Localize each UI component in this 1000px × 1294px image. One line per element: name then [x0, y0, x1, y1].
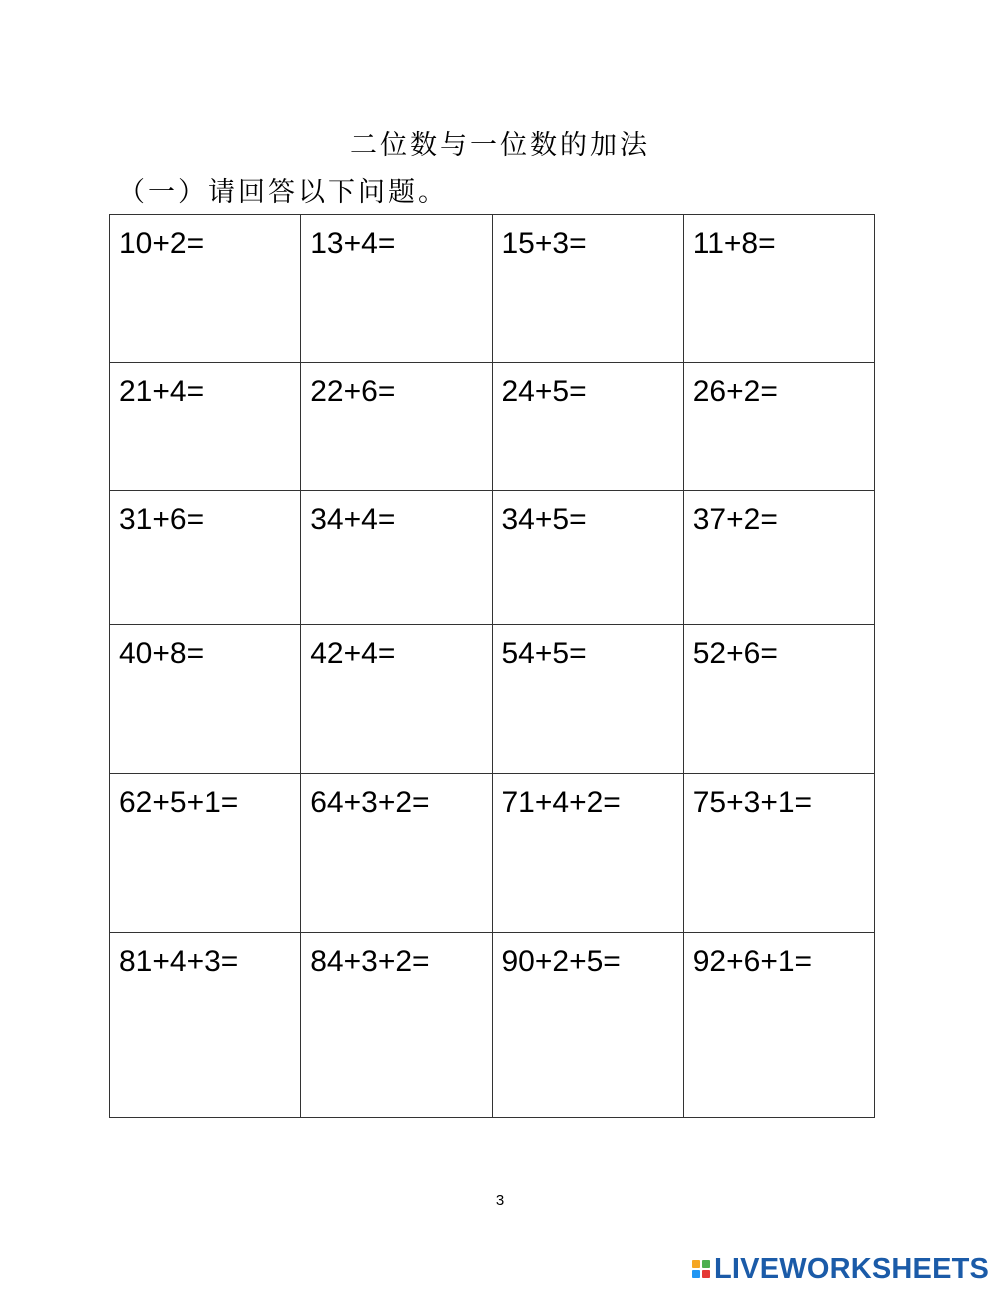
problem-cell[interactable]: 84+3+2=	[301, 933, 492, 1118]
section-heading: （一）请回答以下问题。	[118, 177, 448, 208]
problem-cell[interactable]: 11+8=	[683, 215, 874, 363]
table-row	[110, 491, 875, 625]
problem-cell[interactable]: 75+3+1=	[683, 774, 874, 933]
problems-table	[109, 214, 875, 1118]
problem-cell[interactable]: 62+5+1=	[110, 774, 301, 933]
problem-cell[interactable]: 13+4=	[301, 215, 492, 363]
table-row	[110, 215, 875, 363]
table-row	[110, 933, 875, 1118]
problem-cell[interactable]: 81+4+3=	[110, 933, 301, 1118]
problem-cell[interactable]: 42+4=	[301, 625, 492, 774]
problem-cell[interactable]: 71+4+2=	[492, 774, 683, 933]
problem-cell[interactable]: 37+2=	[683, 491, 874, 625]
problem-cell[interactable]: 64+3+2=	[301, 774, 492, 933]
problem-cell[interactable]: 10+2=	[110, 215, 301, 363]
page-number: 3	[495, 1192, 505, 1209]
problem-cell[interactable]: 92+6+1=	[683, 933, 874, 1118]
table-row	[110, 363, 875, 491]
brand-watermark[interactable]	[692, 1252, 989, 1286]
logo-square	[692, 1270, 700, 1278]
logo-square	[702, 1260, 710, 1268]
table-row	[110, 625, 875, 774]
problem-cell[interactable]: 54+5=	[492, 625, 683, 774]
problem-cell[interactable]: 34+5=	[492, 491, 683, 625]
logo-square	[702, 1270, 710, 1278]
problem-cell[interactable]: 26+2=	[683, 363, 874, 491]
worksheet-title: 二位数与一位数的加法	[350, 130, 650, 161]
problem-cell[interactable]: 90+2+5=	[492, 933, 683, 1118]
problem-cell[interactable]: 22+6=	[301, 363, 492, 491]
problem-cell[interactable]: 24+5=	[492, 363, 683, 491]
table-row	[110, 774, 875, 933]
problem-cell[interactable]: 31+6=	[110, 491, 301, 625]
logo-square	[692, 1260, 700, 1268]
brand-name: LIVEWORKSHEETS	[714, 1252, 990, 1285]
problem-cell[interactable]: 34+4=	[301, 491, 492, 625]
problem-cell[interactable]: 21+4=	[110, 363, 301, 491]
problem-cell[interactable]: 40+8=	[110, 625, 301, 774]
problem-cell[interactable]: 15+3=	[492, 215, 683, 363]
liveworksheets-logo-icon	[692, 1260, 710, 1278]
problem-cell[interactable]: 52+6=	[683, 625, 874, 774]
